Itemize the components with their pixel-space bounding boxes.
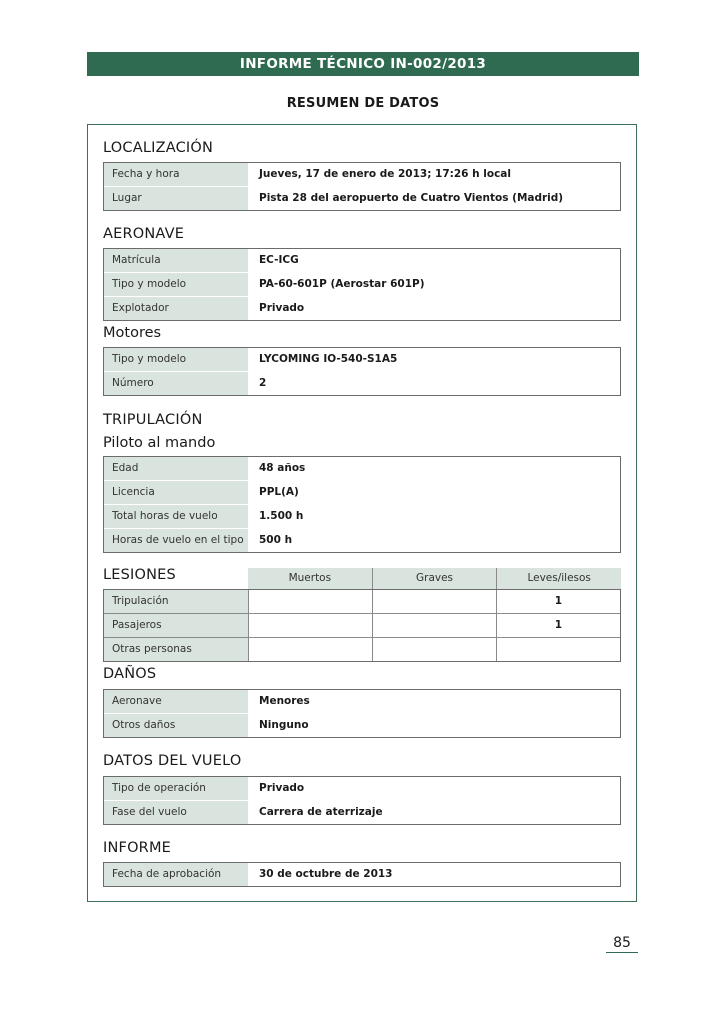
- section-title-danos: DAÑOS: [103, 666, 157, 682]
- row-label: Tipo de operación: [104, 777, 248, 800]
- localizacion-table: [103, 162, 621, 211]
- cell-leves: 1: [496, 614, 620, 637]
- row-label: Fase del vuelo: [104, 801, 248, 824]
- row-label: Fecha de aprobación: [104, 863, 248, 886]
- row-label: Número: [104, 372, 248, 395]
- table-row: [104, 529, 620, 552]
- subsection-title-piloto: Piloto al mando: [103, 435, 216, 451]
- row-label: Licencia: [104, 481, 248, 504]
- row-label: Tripulación: [104, 590, 248, 613]
- table-row: [104, 801, 620, 824]
- section-title-motores: Motores: [103, 325, 162, 341]
- table-row: [104, 863, 620, 886]
- cell-graves: [372, 590, 496, 613]
- row-value: 2: [259, 377, 267, 389]
- table-row: [104, 777, 620, 801]
- lesiones-column-headers: [248, 568, 621, 589]
- motores-table: [103, 347, 621, 396]
- row-value: Ninguno: [259, 719, 309, 731]
- row-label: Fecha y hora: [104, 163, 248, 186]
- row-value: LYCOMING IO-540-S1A5: [259, 353, 398, 365]
- table-row: [104, 690, 620, 714]
- section-title-informe: INFORME: [103, 840, 172, 856]
- table-row: [104, 481, 620, 505]
- lesiones-table: [103, 589, 621, 662]
- table-row: [104, 273, 620, 297]
- row-label: Horas de vuelo en el tipo: [104, 529, 248, 552]
- row-label: Otros daños: [104, 714, 248, 737]
- column-header-graves: Graves: [372, 568, 497, 589]
- row-value: EC-ICG: [259, 254, 299, 266]
- row-value: Menores: [259, 695, 310, 707]
- informe-table: [103, 862, 621, 887]
- row-label: Tipo y modelo: [104, 348, 248, 371]
- table-row: [104, 505, 620, 529]
- table-row: [104, 372, 620, 395]
- row-value: 1.500 h: [259, 510, 304, 522]
- page-number: 85: [606, 934, 638, 953]
- table-row: [104, 163, 620, 187]
- aeronave-table: [103, 248, 621, 321]
- section-title-lesiones: LESIONES: [103, 567, 176, 583]
- tripulacion-table: [103, 456, 621, 553]
- row-label: Edad: [104, 457, 248, 480]
- report-header: INFORME TÉCNICO IN-002/2013: [87, 52, 639, 76]
- cell-graves: [372, 638, 496, 661]
- cell-graves: [372, 614, 496, 637]
- section-title-localizacion: LOCALIZACIÓN: [103, 140, 214, 156]
- row-label: Explotador: [104, 297, 248, 320]
- table-row: [104, 590, 620, 614]
- row-label: Tipo y modelo: [104, 273, 248, 296]
- row-value: 48 años: [259, 462, 306, 474]
- cell-muertos: [248, 614, 372, 637]
- row-value: Jueves, 17 de enero de 2013; 17:26 h local: [259, 168, 511, 180]
- row-value: Privado: [259, 782, 305, 794]
- row-label: Aeronave: [104, 690, 248, 713]
- row-label: Otras personas: [104, 638, 248, 661]
- column-header-leves: Leves/ilesos: [496, 568, 621, 589]
- table-row: [104, 187, 620, 210]
- row-value: PPL(A): [259, 486, 299, 498]
- table-row: [104, 348, 620, 372]
- row-label: Pasajeros: [104, 614, 248, 637]
- row-value: PA-60-601P (Aerostar 601P): [259, 278, 425, 290]
- table-row: [104, 457, 620, 481]
- table-row: [104, 249, 620, 273]
- section-title-aeronave: AERONAVE: [103, 226, 185, 242]
- column-header-muertos: Muertos: [288, 572, 332, 584]
- table-row: [104, 297, 620, 320]
- table-row: [104, 614, 620, 638]
- section-title-tripulacion: TRIPULACIÓN: [103, 412, 203, 428]
- row-value: 30 de octubre de 2013: [259, 868, 393, 880]
- summary-title: RESUMEN DE DATOS: [286, 96, 440, 111]
- cell-leves: [496, 638, 620, 661]
- section-title-datos-vuelo: DATOS DEL VUELO: [103, 753, 242, 769]
- row-value: Privado: [259, 302, 305, 314]
- row-value: 500 h: [259, 534, 293, 546]
- row-label: Lugar: [104, 187, 248, 210]
- cell-muertos: [248, 590, 372, 613]
- datos-vuelo-table: [103, 776, 621, 825]
- danos-table: [103, 689, 621, 738]
- cell-muertos: [248, 638, 372, 661]
- row-value: Pista 28 del aeropuerto de Cuatro Vientos (Madrid): [259, 192, 564, 204]
- cell-leves: 1: [496, 590, 620, 613]
- table-row: [104, 714, 620, 737]
- row-label: Total horas de vuelo: [104, 505, 248, 528]
- row-value: Carrera de aterrizaje: [259, 806, 383, 818]
- table-row: [104, 638, 620, 661]
- row-label: Matrícula: [104, 249, 248, 272]
